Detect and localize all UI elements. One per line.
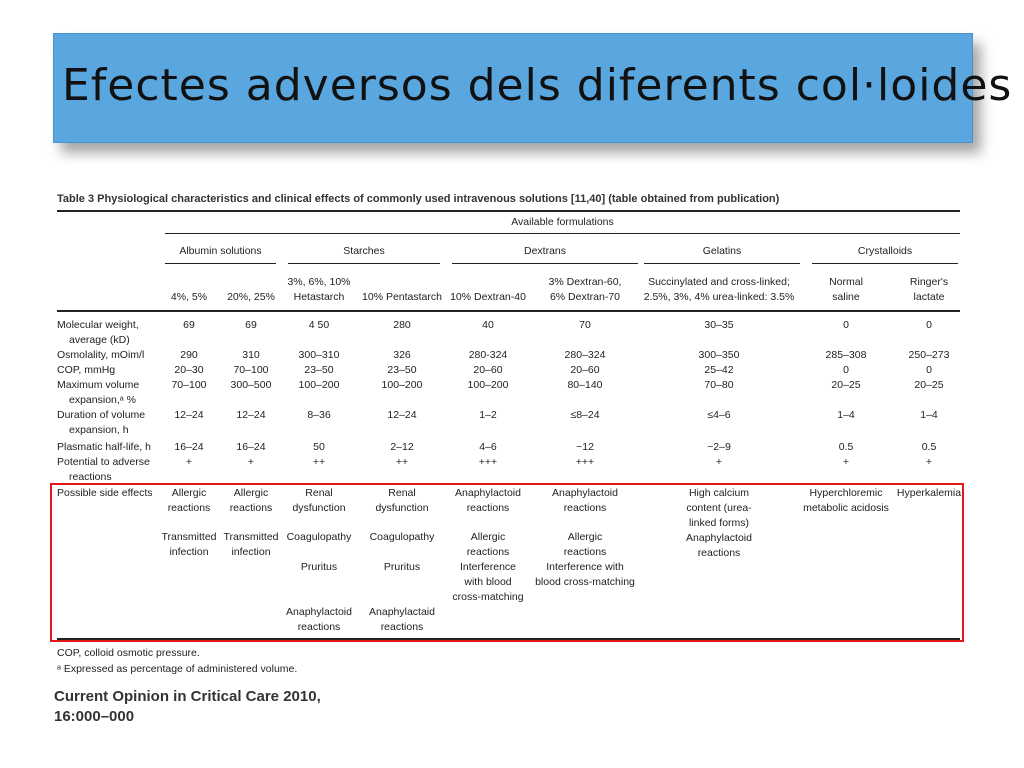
table-cell: 16–24	[236, 441, 266, 453]
table-cell: 8–36	[307, 409, 331, 421]
table-cell: 69	[245, 319, 257, 331]
side-effect-entry: Anaphylactoid reactions	[286, 606, 352, 633]
row-label: Molecular weight, average (kD)	[57, 319, 139, 346]
table-cell: 20–30	[174, 364, 204, 376]
table-cell: 0	[926, 319, 932, 331]
row-label: Osmolality, mOim/l	[57, 349, 145, 361]
footnote-cop: COP, colloid osmotic pressure.	[57, 647, 200, 659]
table-cell: 20–25	[914, 379, 944, 391]
group-header: Albumin solutions	[179, 245, 262, 257]
table-cell: 2–12	[390, 441, 414, 453]
source-line-volume: 16:000–000	[54, 708, 135, 725]
source-citation	[54, 687, 321, 727]
column-header: 3% Dextran-60, 6% Dextran-70	[548, 276, 622, 303]
table-caption	[57, 193, 779, 205]
side-effect-entry: Anaphylactaid reactions	[369, 606, 435, 633]
side-effect-entry: Anaphylactoid reactions	[552, 487, 618, 514]
table-cell: 23–50	[304, 364, 334, 376]
super-header: Available formulations	[511, 216, 614, 228]
column-header: 3%, 6%, 10% Hetastarch	[287, 276, 351, 303]
table-cell: 250–273	[908, 349, 950, 361]
table-cell: 0	[843, 319, 849, 331]
side-effect-entry: Allergic reactions	[167, 487, 211, 514]
table-cell: 100–200	[381, 379, 423, 391]
table-cell: 80–140	[567, 379, 603, 391]
table-cell: ~2–9	[707, 441, 731, 453]
table-cell: +++	[478, 456, 498, 468]
table-cell: 300–310	[298, 349, 340, 361]
side-effect-entry: Coagulopathy	[286, 531, 352, 543]
side-effect-entry: Transmitted infection	[161, 531, 217, 558]
row-label: COP, mmHg	[57, 364, 116, 376]
table-caption-label: Table 3	[57, 193, 95, 205]
column-header: 4%, 5%	[170, 291, 208, 303]
table-cell: ++	[312, 456, 326, 468]
table-cell: 69	[183, 319, 195, 331]
column-header: 10% Dextran-40	[450, 291, 526, 303]
group-rule	[452, 263, 638, 264]
slide-title: Efectes adversos dels diferents col·loides	[62, 60, 1013, 111]
table-cell: 285–308	[825, 349, 867, 361]
table-cell: 12–24	[236, 409, 266, 421]
table-cell: 23–50	[387, 364, 417, 376]
table-cell: 30–35	[704, 319, 734, 331]
table-cell: 70–100	[233, 364, 269, 376]
table-cell: +	[247, 456, 255, 468]
column-header: 10% Pentastarch	[362, 291, 442, 303]
side-effect-entry: Pruritus	[300, 561, 338, 573]
table-cell: 12–24	[174, 409, 204, 421]
column-header: 20%, 25%	[227, 291, 275, 303]
table-cell: 4–6	[479, 441, 497, 453]
table-cell: 20–60	[570, 364, 600, 376]
side-effect-entry: Renal dysfunction	[375, 487, 429, 514]
side-effect-entry: Hyperchloremic metabolic acidosis	[803, 487, 889, 514]
table-cell: 1–2	[479, 409, 497, 421]
side-effect-entry: Renal dysfunction	[292, 487, 346, 514]
table-top-rule	[57, 210, 960, 212]
table-cell: 70	[579, 319, 591, 331]
table-cell: 16–24	[174, 441, 204, 453]
group-rule	[644, 263, 800, 264]
side-effect-entry: High calcium content (urea- linked forms) Anaphylactoid reactions	[686, 487, 752, 559]
side-effect-entry: Anaphylactoid reactions	[455, 487, 521, 514]
side-effect-entry: Pruritus	[383, 561, 421, 573]
table-cell: 40	[482, 319, 494, 331]
table-cell: 280–324	[564, 349, 606, 361]
group-rule	[812, 263, 958, 264]
table-cell: 310	[242, 349, 260, 361]
table-cell: 1–4	[920, 409, 938, 421]
footnote-expansion: ᵃ Expressed as percentage of administered volume.	[57, 663, 298, 675]
table-cell: 100–200	[298, 379, 340, 391]
table-cell: +	[715, 456, 723, 468]
group-rule	[288, 263, 440, 264]
table-cell: 100–200	[467, 379, 509, 391]
table-cell: 280-324	[468, 349, 508, 361]
table-cell: 0.5	[838, 441, 854, 453]
group-header: Starches	[343, 245, 385, 257]
source-line-journal: Current Opinion in Critical Care 2010,	[54, 688, 321, 705]
column-header: Normal saline	[829, 276, 863, 303]
side-effect-entry: Allergic reactions Interference with blood cross-matching	[452, 531, 524, 603]
row-label: Duration of volume expansion, h	[57, 409, 146, 436]
title-banner	[53, 33, 1013, 143]
column-header: Ringer's lactate	[909, 276, 949, 303]
side-effect-entry: Allergic reactions	[229, 487, 273, 514]
table-cell: 70–100	[171, 379, 207, 391]
table-cell: 0	[843, 364, 849, 376]
table-cell: 300–350	[698, 349, 740, 361]
table-cell: ≤8–24	[570, 409, 600, 421]
table-cell: ≤4–6	[707, 409, 731, 421]
table-cell: +++	[575, 456, 595, 468]
table-cell: 300–500	[230, 379, 272, 391]
table-cell: +	[842, 456, 850, 468]
table-caption-text: Physiological characteristics and clinical effects of commonly used intravenous solutions [11,40] (table obtained from publication)	[97, 193, 780, 205]
table-cell: 0.5	[921, 441, 937, 453]
side-effects-label: Possible side effects	[57, 487, 153, 499]
row-label: Maximum volume expansion,ᵃ %	[57, 379, 140, 406]
group-header: Gelatins	[702, 245, 742, 257]
table-cell: 12–24	[387, 409, 417, 421]
group-rule	[165, 263, 276, 264]
table-cell: 20–60	[473, 364, 503, 376]
side-effects-highlight-box	[50, 483, 964, 642]
table-cell: 20–25	[831, 379, 861, 391]
row-label: Potential to adverse reactions	[57, 456, 150, 483]
table-cell: 1–4	[837, 409, 855, 421]
table-cell: +	[925, 456, 933, 468]
table-cell: 70–80	[704, 379, 734, 391]
table-cell: 0	[926, 364, 932, 376]
table-cell: +	[185, 456, 193, 468]
table-cell: 25–42	[704, 364, 734, 376]
header-bottom-rule	[57, 310, 960, 312]
table-cell: 4 50	[308, 319, 330, 331]
group-header: Crystalloids	[857, 245, 913, 257]
table-cell: ++	[395, 456, 409, 468]
group-header: Dextrans	[523, 245, 566, 257]
side-effect-entry: Coagulopathy	[369, 531, 435, 543]
side-effect-entry: Hyperkalemia	[896, 487, 962, 499]
side-effect-entry: Transmitted infection	[223, 531, 279, 558]
column-header: Succinylated and cross-linked; 2.5%, 3%, 4% urea-linked: 3.5%	[643, 276, 795, 303]
table-cell: ~12	[576, 441, 594, 453]
super-header-rule	[165, 233, 960, 234]
row-label: Plasmatic half-life, h	[57, 441, 151, 453]
table-cell: 326	[393, 349, 411, 361]
side-effect-entry: Allergic reactions Interference with blood cross-matching	[535, 531, 635, 588]
table-cell: 280	[393, 319, 411, 331]
table-cell: 50	[313, 441, 325, 453]
table-cell: 290	[180, 349, 198, 361]
